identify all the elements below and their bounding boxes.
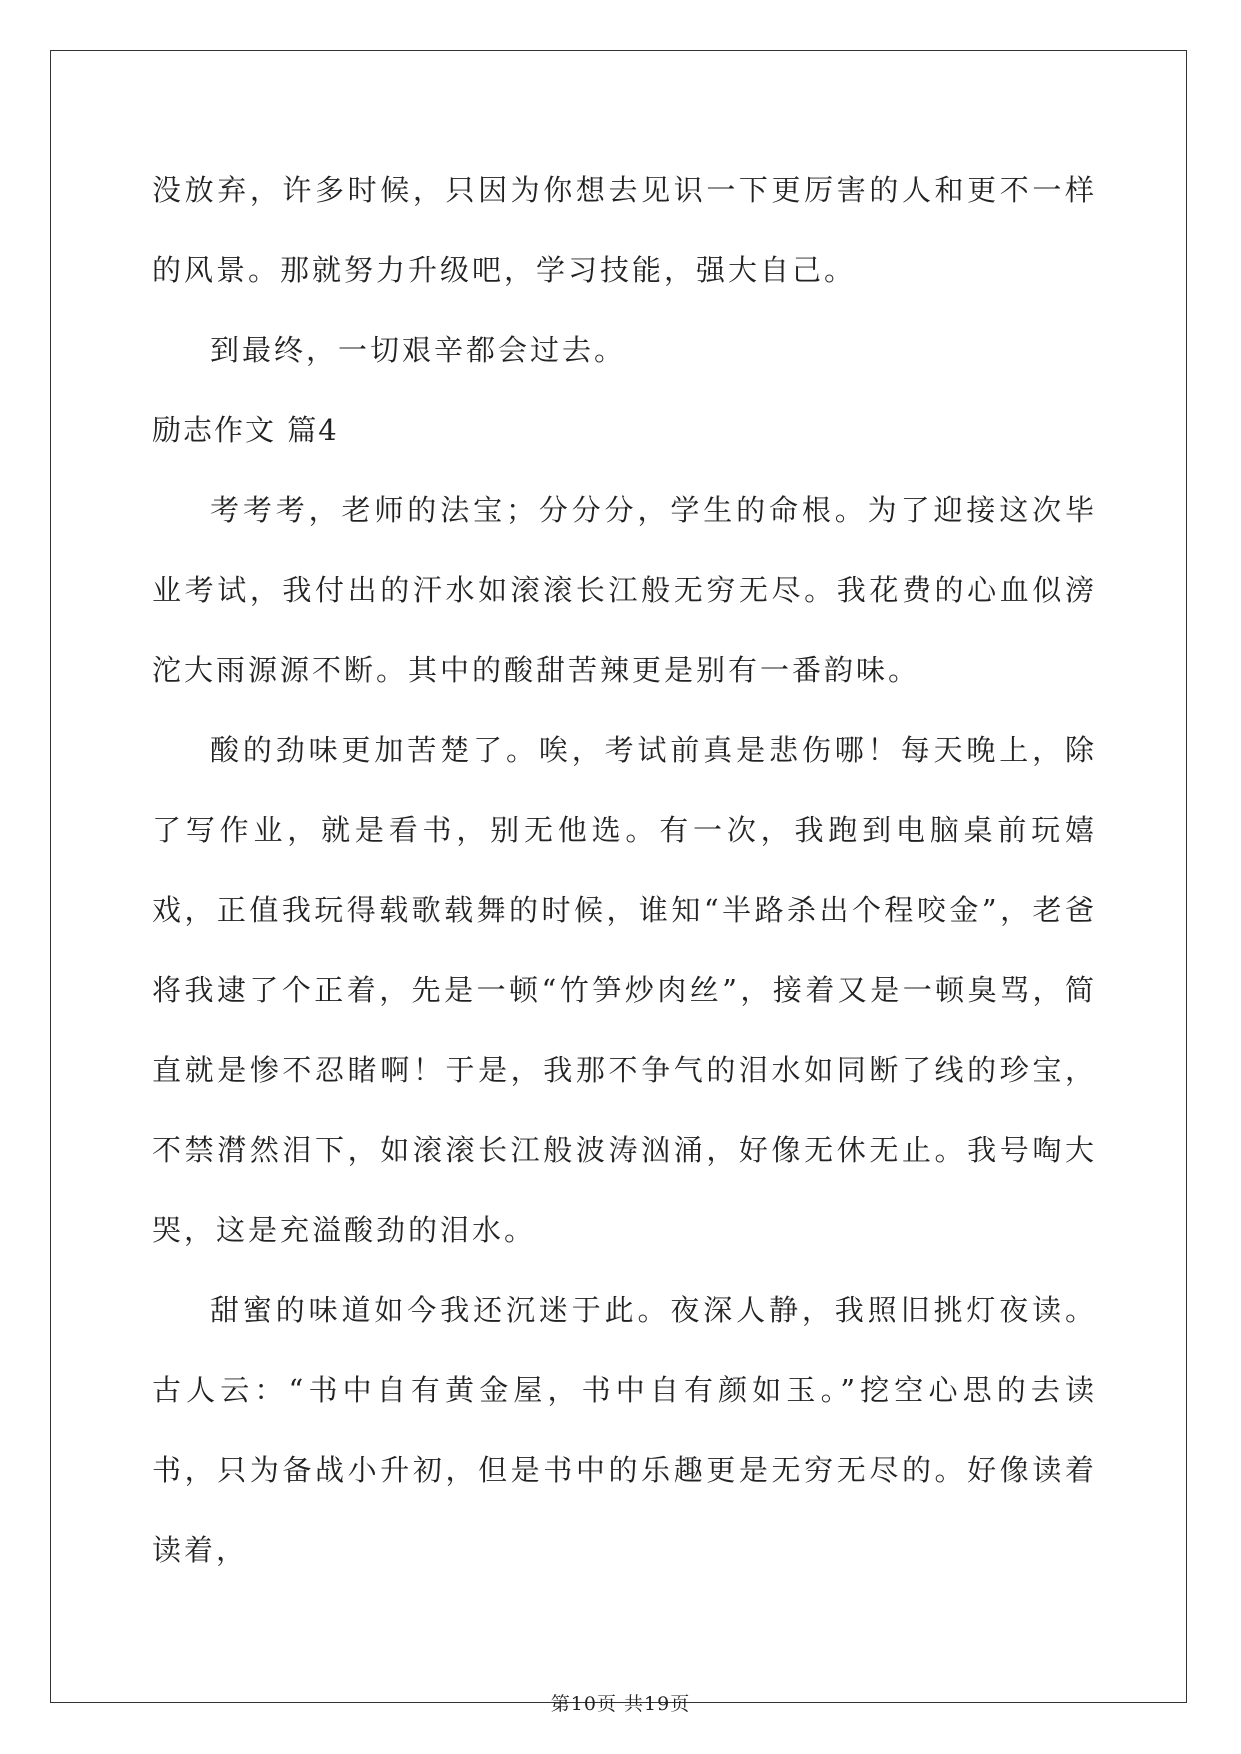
paragraph: 甜蜜的味道如今我还沉迷于此。夜深人静，我照旧挑灯夜读。古人云：“书中自有黄金屋，书中自有颜如玉。”挖空心思的去读书，只为备战小升初，但是书中的乐趣更是无穷无尽的。好像读着读着， bbox=[152, 1293, 1097, 1567]
section-heading: 励志作文 篇4 bbox=[152, 413, 339, 447]
page-footer: 第10页 共19页 bbox=[550, 1693, 691, 1715]
paragraph-continuation: 没放弃，许多时候，只因为你想去见识一下更厉害的人和更不一样的风景。那就努力升级吧，学习技能，强大自己。 bbox=[152, 173, 1097, 287]
paragraph: 到最终，一切艰辛都会过去。 bbox=[210, 333, 627, 367]
document-body bbox=[152, 150, 1097, 1590]
paragraph: 酸的劲味更加苦楚了。唉，考试前真是悲伤哪！每天晚上，除了写作业，就是看书，别无他选。有一次，我跑到电脑桌前玩嬉戏，正值我玩得载歌载舞的时候，谁知“半路杀出个程咬金”，老爸将我逮了个正着，先是一顿“竹笋炒肉丝”，接着又是一顿臭骂，简直就是惨不忍睹啊！于是，我那不争气的泪水如同断了线的珍宝，不禁潸然泪下，如滚滚长江般波涛汹涌，好像无休无止。我号啕大哭，这是充溢酸劲的泪水。 bbox=[152, 733, 1097, 1247]
paragraph: 考考考，老师的法宝；分分分，学生的命根。为了迎接这次毕业考试，我付出的汗水如滚滚长江般无穷无尽。我花费的心血似滂沱大雨源源不断。其中的酸甜苦辣更是别有一番韵味。 bbox=[152, 493, 1097, 687]
